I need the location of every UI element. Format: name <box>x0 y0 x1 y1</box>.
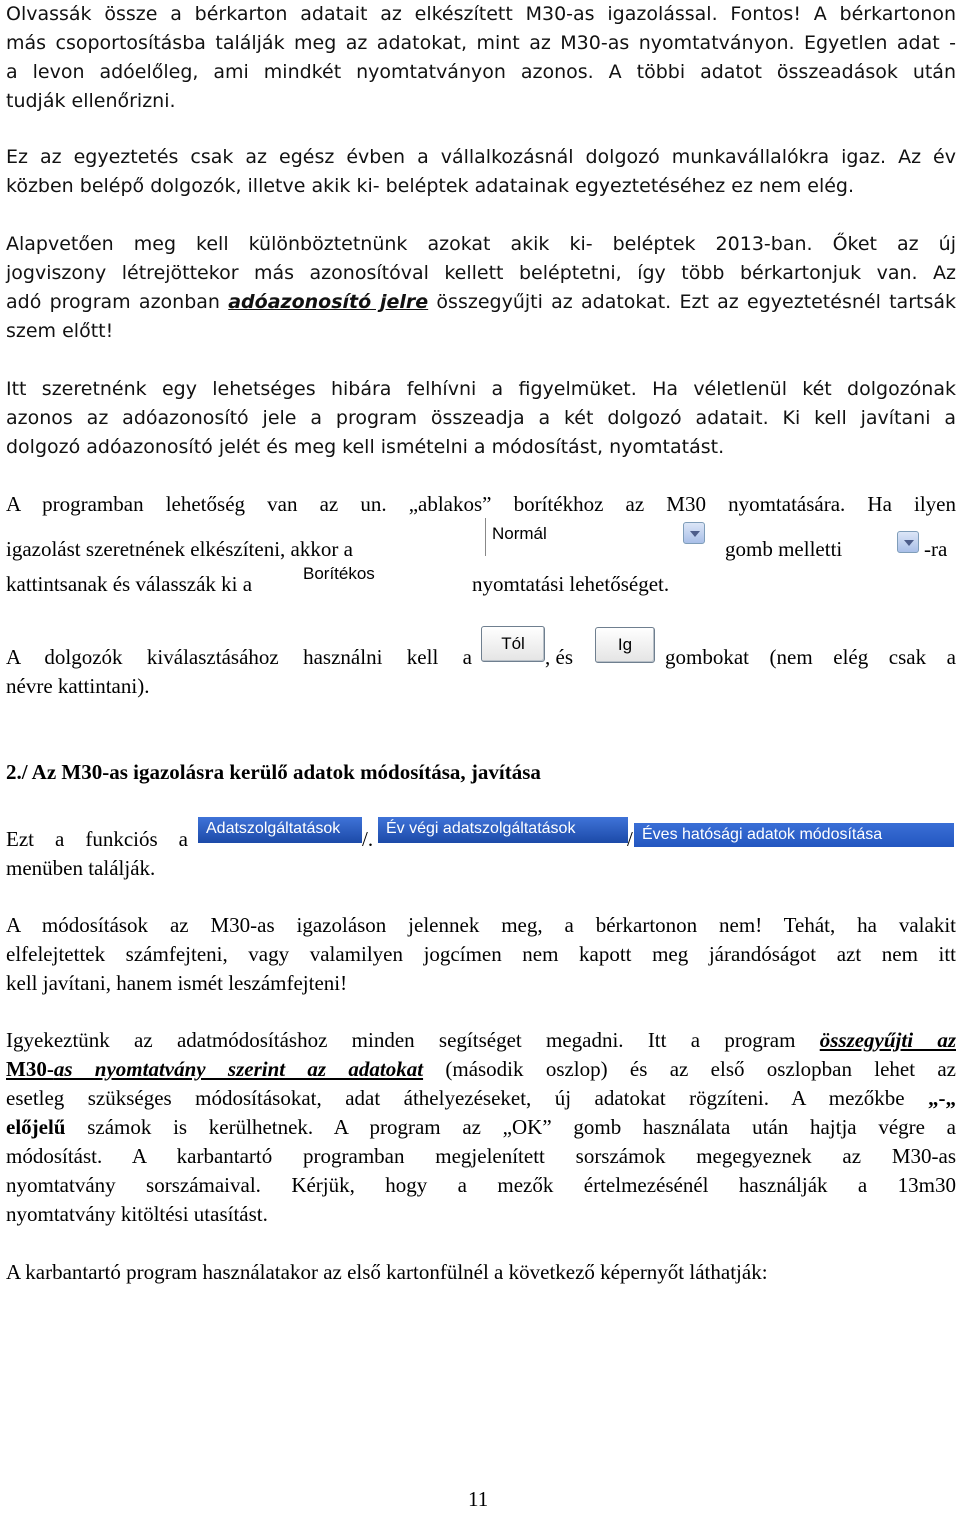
intro-line-4: tudják ellenőrizni. <box>6 90 176 112</box>
page-number: 11 <box>468 1487 489 1511</box>
paragraph-4-line-1: Itt szeretnénk egy lehetséges hibára felhívni a figyelmüket. Ha véletlenül két dolgozónak <box>6 378 956 400</box>
paragraph-2 <box>6 143 956 201</box>
paragraph-7-line-2: menüben találják. <box>6 856 156 880</box>
paragraph-9-line-3 <box>6 1084 956 1113</box>
envelope-option[interactable]: Borítékos <box>303 564 375 583</box>
menu-annual-authority-edit[interactable]: Éves hatósági adatok módosítása <box>634 823 954 847</box>
paragraph-7-line-1a: Ezt a funkciós a <box>6 827 188 851</box>
paragraph-3-line-4: szem előtt! <box>6 320 114 342</box>
paragraph-9-text-3: esetleg szükséges módosításokat, adat áthelyezéseket, új adatokat rögzíteni. A mezőkbe <box>6 1086 928 1110</box>
paragraph-4-line-3: dolgozó adóazonosító jelét és meg kell ismételni a módosítást, nyomtatást. <box>6 436 725 458</box>
paragraph-9-text-4: számok is kerülhetnek. A program az „OK” gomb használata után hajtja végre a <box>65 1115 956 1139</box>
paragraph-9-text: Igyekeztünk az adatmódosításhoz minden segítséget megadni. Itt a program <box>6 1028 820 1052</box>
paragraph-6-line-1b: , és <box>545 645 573 669</box>
paragraph-2-line-2: közben belépő dolgozók, illetve akik ki- beléptek adatainak egyeztetéséhez ez nem elég. <box>6 175 855 197</box>
dropdown-arrow-icon[interactable] <box>897 531 919 553</box>
paragraph-8-line-1: A módosítások az M30-as igazoláson jelennek meg, a bérkartonon nem! Tehát, ha valakit <box>6 913 956 937</box>
paragraph-8 <box>6 911 956 998</box>
emphasis-signed: előjelű <box>6 1115 66 1139</box>
menu-separator-1: /. <box>362 827 374 851</box>
paragraph-9-line-5: módosítást. A karbantartó programban megjelenített sorszámok megegyeznek az M30-as <box>6 1144 956 1168</box>
to-button[interactable]: Ig <box>595 627 655 663</box>
paragraph-5-line-2a: igazolást szeretnének elkészíteni, akkor a <box>6 537 353 561</box>
emphasis-by-form: as nyomtatvány szerint az adatokat <box>53 1057 424 1081</box>
intro-paragraph <box>6 0 956 116</box>
paragraph-9-line-2 <box>6 1055 956 1084</box>
paragraph-5-line-3b: nyomtatási lehetőséget. <box>472 572 670 596</box>
menu-year-end-services[interactable]: Év végi adatszolgáltatások <box>378 817 628 843</box>
paragraph-3-text: adó program azonban <box>6 291 229 313</box>
paragraph-3-text-2: összegyűjti az adatokat. Ezt az egyeztetésnél tartsák <box>428 291 957 313</box>
from-button[interactable]: Tól <box>481 626 545 662</box>
intro-line-3: a levon adóelőleg, ami mindkét nyomtatványon azonos. A többi adatot összeadások után <box>6 61 956 83</box>
menu-data-services[interactable]: Adatszolgáltatások <box>198 817 362 843</box>
paragraph-4-line-2: azonos az adóazonosító jele a program összeadja a két dolgozó adatait. Ki kell javítani a <box>6 407 956 429</box>
paragraph-3-line-1: Alapvetően meg kell különböztetnünk azokat akik ki- beléptek 2013-ban. Őket az új <box>6 233 956 255</box>
print-mode-value: Normál <box>492 524 547 543</box>
emphasis-collects: összegyűjti az <box>819 1028 956 1052</box>
paragraph-6-line-1a: A dolgozók kiválasztásához használni kell a <box>6 645 472 669</box>
paragraph-3-line-3 <box>6 288 956 317</box>
paragraph-2-line-1: Ez az egyeztetés csak az egész évben a vállalkozásnál dolgozó munkavállalókra igaz. Az év <box>6 146 956 168</box>
paragraph-3-line-2: jogviszony létrejöttekor más azonosítóval kellett beléptetni, így több bérkartonjuk van. Az <box>6 262 956 284</box>
paragraph-5-line-2b: gomb melletti <box>725 537 843 561</box>
paragraph-9-line-7: nyomtatvány kitöltési utasítást. <box>6 1202 268 1226</box>
paragraph-5-line-3a: kattintsanak és válasszák ki a <box>6 572 253 596</box>
paragraph-5-line-2c: -ra <box>924 537 948 561</box>
print-mode-combo[interactable] <box>485 518 708 556</box>
paragraph-5-line-1: A programban lehetőség van az un. „ablakos” borítékhoz az M30 nyomtatására. Ha ilyen <box>6 492 956 516</box>
chevron-down-icon[interactable] <box>683 522 705 544</box>
paragraph-9-line-6: nyomtatvány sorszámaival. Kérjük, hogy a mezők értelmezésénél használják a 13m30 <box>6 1173 956 1197</box>
paragraph-6-line-1c: gombokat (nem elég csak a <box>665 645 956 669</box>
menu-separator-2: / <box>627 827 633 851</box>
section-heading: 2./ Az M30-as igazolásra kerülő adatok módosítása, javítása <box>6 760 541 784</box>
emphasis-m30: M30- <box>6 1057 54 1081</box>
emphasis-minus: „-„ <box>928 1086 956 1110</box>
paragraph-9-text-2: (második oszlop) és az első oszlopban lehet az <box>423 1057 956 1081</box>
paragraph-10: A karbantartó program használatakor az első kartonfülnél a következő képernyőt láthatják: <box>6 1260 768 1284</box>
paragraph-8-line-3: kell javítani, hanem ismét leszámfejteni! <box>6 971 348 995</box>
emphasis-tax-id: adóazonosító jelre <box>228 291 429 313</box>
intro-line-1: Olvassák össze a bérkarton adatait az elkészített M30-as igazolással. Fontos! A bérkartonon <box>6 3 956 25</box>
paragraph-9-line-1 <box>6 1026 956 1055</box>
paragraph-8-line-2: elfelejtettek számfejteni, vagy valamilyen jogcímen nem kapott meg járandóságot azt nem itt <box>6 942 956 966</box>
paragraph-4 <box>6 375 956 462</box>
paragraph-6-line-2: névre kattintani). <box>6 674 150 698</box>
paragraph-9 <box>6 1026 956 1229</box>
paragraph-5-line-1-wrap <box>6 490 956 519</box>
intro-line-2: más csoportosításba találják meg az adatokat, mint az M30-as nyomtatványon. Egyetlen adat - <box>6 32 956 54</box>
paragraph-9-line-4 <box>6 1113 956 1142</box>
paragraph-3 <box>6 230 956 346</box>
